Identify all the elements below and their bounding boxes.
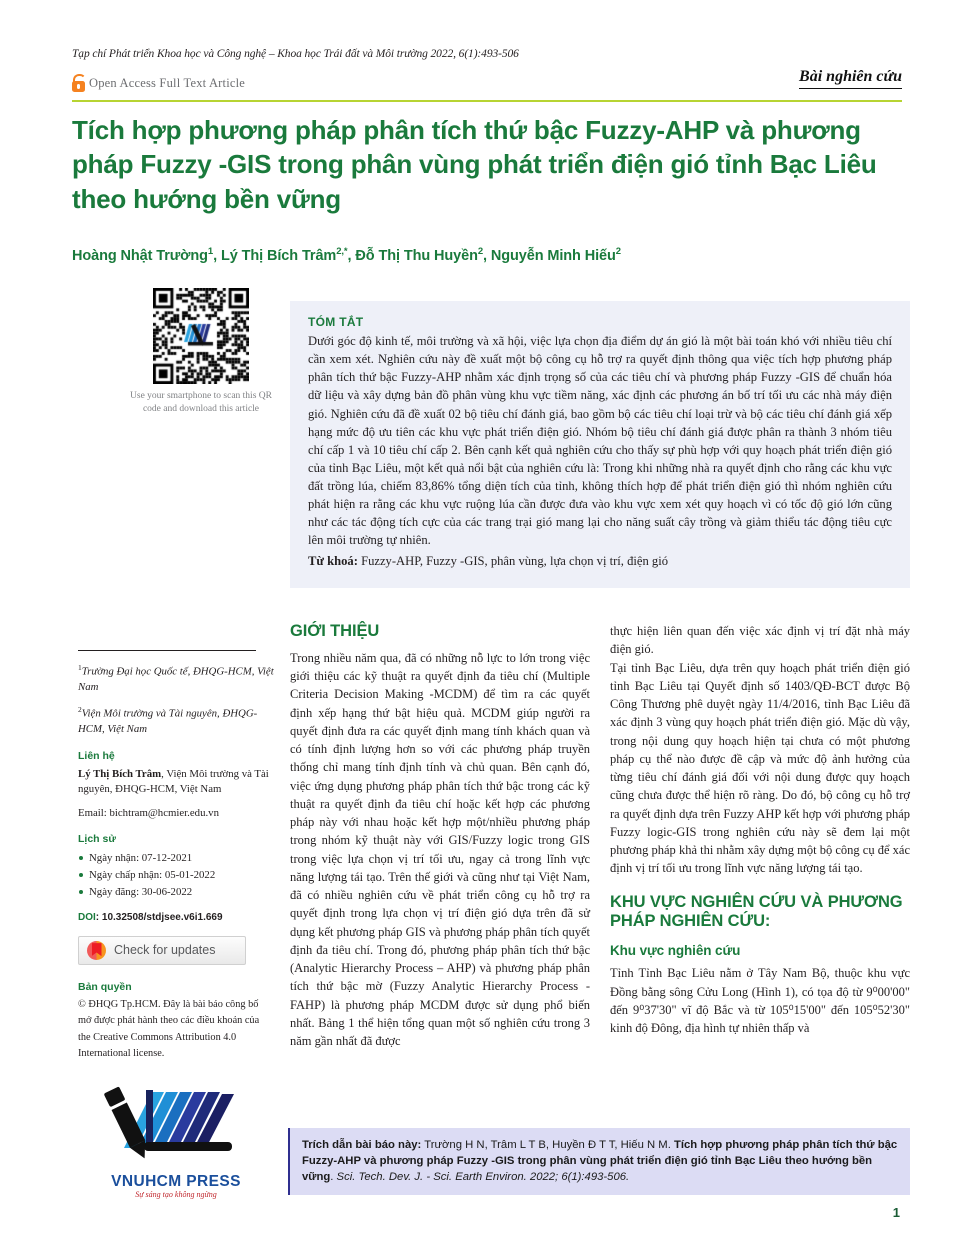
citation-title: Tích hợp phương pháp phân tích thứ bậc Fuzzy-AHP và phương pháp Fuzzy -GIS trong phân vùng phát triển điện gió tỉnh Bạc Liêu theo hướng bền vững [302,1139,898,1184]
main-column-right [610,622,910,1037]
press-logo-icon [96,1076,256,1168]
list-item: Ngày nhận: 07-12-2021 [78,850,274,867]
list-item: Ngày chấp nhận: 05-01-2022 [78,867,274,884]
subsection-heading-study-area: Khu vực nghiên cứu [610,943,741,959]
journal-header [72,48,902,60]
journal-citation-line: Tạp chí Phát triển Khoa học và Công nghệ – Khoa học Trái đất và Môi trường 2022, 6(1):493-506 [72,48,519,60]
abstract-box [290,301,910,588]
header-divider [72,100,902,102]
paragraph: thực hiện liên quan đến việc xác định vị trí đặt nhà máy điện gió. [610,624,910,657]
crossmark-icon [87,941,106,960]
affiliation-2: $^2$Viện Môi trường và Tài nguyên, ĐHQG-HCM, Việt Nam [78,705,258,736]
citation-source: Sci. Tech. Dev. J. - Sci. Earth Environ. 2022; 6(1):493-506. [336,1171,630,1184]
sidebar [78,650,274,1063]
keywords-value: Fuzzy-AHP, Fuzzy -GIS, phân vùng, lựa chọn vị trí, điện gió [361,553,668,568]
qr-caption: Use your smartphone to scan this QR code and download this article [130,391,272,414]
section-heading-introduction: GIỚI THIỆU [290,622,380,640]
author-list: Hoàng Nhật Trường$^1$, Lý Thị Bích Trâm$^{2,*}$, Đỗ Thị Thu Huyền$^2$, Nguyễn Minh Hiếu$^2$ [72,246,621,264]
citation-label: Trích dẫn bài báo này: [302,1139,422,1151]
abstract-body: Dưới góc độ kinh tế, môi trường và xã hội, việc lựa chọn địa điểm dự án gió là một bài toán khó với nhiều tiêu chí cần xem xét. Nghiên cứu này đề xuất một bộ công cụ hỗ trợ ra quyết định thông qua việc tích hợp phương pháp phân tích thứ bậc Fuzzy-AHP nhằm xác định trọng số của các tiêu chí và phương pháp Fuzzy -GIS để chuẩn hóa dữ liệu và xây dựng bản đồ phân vùng khu vực tiềm năng, xác định các phương án bố trí tối ưu các nhà máy điện gió. Nghiên cứu đã đề xuất 02 bộ tiêu chí đánh giá, bao gồm bộ các tiêu chí loại trừ và bộ các tiêu chí đánh giá xếp hạng mức độ ưu tiên các khu vực phát triển điện gió. Nhóm bộ tiêu chí đánh giá được phân ra thành 3 nhóm tiêu chí cấp 1 và 10 tiêu chí cấp 2. Bên cạnh kết quả nghiên cứu cho thấy sự phù hợp với quy hoạch phát triển điện gió của tỉnh Bạc Liêu, một kết quả nổi bật của nghiên cứu là: Trong khi những nhà ra quyết định cho rằng các khu vực đất trồng lúa, chiếm 83,86% tổng diện tích của tỉnh, không thích hợp để phát triển điện gió thì nhóm nghiên cứu phát hiện ra rằng các khu vực ruộng lúa cần được đưa vào khu vực xem xét quy hoạch vì có tốc độ gió lớn cũng như các tác động tích cực của các trang trại gió mang lại cho năng suất cây trồng và giảm thiểu tác động tiêu cực lên môi trường tự nhiên. [308,334,892,548]
doi-label: DOI [78,911,96,923]
check-for-updates-button[interactable] [78,936,246,965]
history-heading: Lịch sử [78,833,116,846]
contact-block [78,767,274,798]
qr-block [128,288,274,416]
press-logo-name: VNUHCM PRESS [111,1173,241,1190]
open-access-badge [72,74,245,93]
citation-text: Trích dẫn bài báo này: Trường H N, Trâm L T B, Huyền Đ T T, Hiếu N M. Tích hợp phương pháp phân tích thứ bậc Fuzzy-AHP và phương pháp Fuzzy -GIS trong phân vùng phát triển điện gió tỉnh Bạc Liêu theo hướng bền vững. Sci. Tech. Dev. J. - Sci. Earth Environ. 2022; 6(1):493-506. [302,1139,898,1184]
open-access-label: Open Access Full Text Article [89,76,246,90]
citation-authors: Trường H N, Trâm L T B, Huyền Đ T T, Hiếu N M. [421,1139,674,1151]
check-for-updates-label: Check for updates [114,943,216,958]
contact-affiliation: , Viện Môi trường và Tài nguyên, ĐHQG-HCM, Việt Nam [78,767,269,796]
contact-email[interactable]: Email: bichtram@hcmier.edu.vn [78,806,219,819]
press-logo-tagline: Sự sáng tạo không ngừng [135,1190,217,1199]
main-column-left [290,622,590,1050]
page-title: Tích hợp phương pháp phân tích thứ bậc Fuzzy-AHP và phương pháp Fuzzy -GIS trong phân vùng phát triển điện gió tỉnh Bạc Liêu theo hướng bền vững [72,115,877,214]
contact-heading: Liên hệ [78,749,115,762]
affiliation-1: $^1$Trường Đại học Quốc tế, ĐHQG-HCM, Việt Nam [78,663,274,693]
list-item: Ngày đăng: 30-06-2022 [78,884,274,901]
history-list [78,850,274,900]
keywords-label: Từ khoá: [308,553,358,568]
keywords-line [308,552,892,570]
vnuhcm-press-logo [96,1076,256,1198]
copyright-text: © ĐHQG Tp.HCM. Đây là bài báo công bố mở được phát hành theo các điều khoản của the Creative Commons Attribution 4.0 International license. [78,998,260,1060]
citation-box [288,1128,910,1195]
open-lock-icon [72,74,86,93]
paragraph: Tại tỉnh Bạc Liêu, dựa trên quy hoạch phát triển điện gió tỉnh Bạc Liêu tại Quyết định số 1403/QĐ-BCT được Bộ Công Thương phê duyệt ngày 11/4/2016, tỉnh Bạc Liêu đã xác định 3 vùng quy hoạch phát triển điện gió. Mặc dù vậy, trong nội dung quy hoạch hiện tại chưa có một phương pháp cụ thể nào được đề cập và mức độ ảnh hưởng của từng tiêu chí đánh giá đối với nội dung được quy hoạch cũng chưa được thể hiện rõ ràng. Do đó, bộ công cụ hỗ trợ ra quyết định dựa trên Fuzzy AHP kết hợp với phương pháp Fuzzy logic-GIS trong nghiên cứu này sẽ đem lại một phương pháp khả thi nhằm xây dựng một bộ công cụ để xác định vị trí tối ưu trong lĩnh vực năng lượng tái tạo. [610,660,910,876]
doi-value: : 10.32508/stdjsee.v6i1.669 [95,911,223,923]
paragraph: Trong nhiều năm qua, đã có những nỗ lực to lớn trong việc giới thiệu các kỹ thuật ra quyết định đa tiêu chí (Multiple Criteria Decision Making -MCDM) để tìm ra các quyết định xếp hạng thứ bật hiệu quả. MCDM giúp người ra quyết định đưa ra các quyết định mang tính khách quan và có tính định lượng hơn so với các phương pháp truyền thống chỉ mang tính định tính và chủ quan. Bên cạnh đó, việc ứng dụng phương pháp phân tích thứ bậc trong các kỹ thuật ra quyết định đa tiêu chí hoặc kết hợp các phương pháp này với nhau hoặc kết hợp một/nhiều phương pháp trong nhóm kỹ thuật này với GIS/Fuzzy logic trong GIS trong việc lựa chọn vị trí tối ưu, ngay cả trong lĩnh vực năng lượng tái tạo. Trên thế giới và cũng như tại Việt Nam, đã có nhiều nghiên cứu về phát triển công cụ hỗ trợ ra quyết định trong lựa chọn vị trí điện gió dựa trên đã sử dụng kết phương pháp GIS và phương pháp phân tích quyết định đa tiêu chí. Trong đó, phương pháp phân tích thứ bậc (Analytic Hierarchy Process – AHP) và phương pháp phân tích thứ bậc mờ (Fuzzy Analytic Hierarchy Process - FAHP) là phương pháp MCDM được sử dụng phổ biến nhất. Bảng 1 thể hiện tổng quan một số nghiên cứu trong 3 năm gần nhất đã được [290,650,590,1049]
page-number: 1 [892,1205,900,1220]
abstract-heading: TÓM TẮT [308,315,364,329]
copyright-heading: Bản quyền [78,980,132,993]
qr-code-image [153,288,249,384]
doi-line[interactable] [78,912,274,923]
contact-name: Lý Thị Bích Trâm [78,767,162,780]
article-type-label: Bài nghiên cứu [799,68,902,89]
paragraph: Tỉnh Tỉnh Bạc Liêu nằm ở Tây Nam Bộ, thuộc khu vực Đồng bằng sông Cửu Long (Hình 1), có tọa độ từ 9⁰00'00" đến 9⁰37'30" vĩ độ Bắc và từ 105⁰15'00" đến 105⁰52'30" kinh độ Đông, địa hình tự nhiên thấp và [610,966,910,1036]
sidebar-divider [78,650,256,651]
section-heading-study-area-methods: KHU VỰC NGHIÊN CỨU VÀ PHƯƠNG PHÁP NGHIÊN CỨU: [610,892,903,931]
